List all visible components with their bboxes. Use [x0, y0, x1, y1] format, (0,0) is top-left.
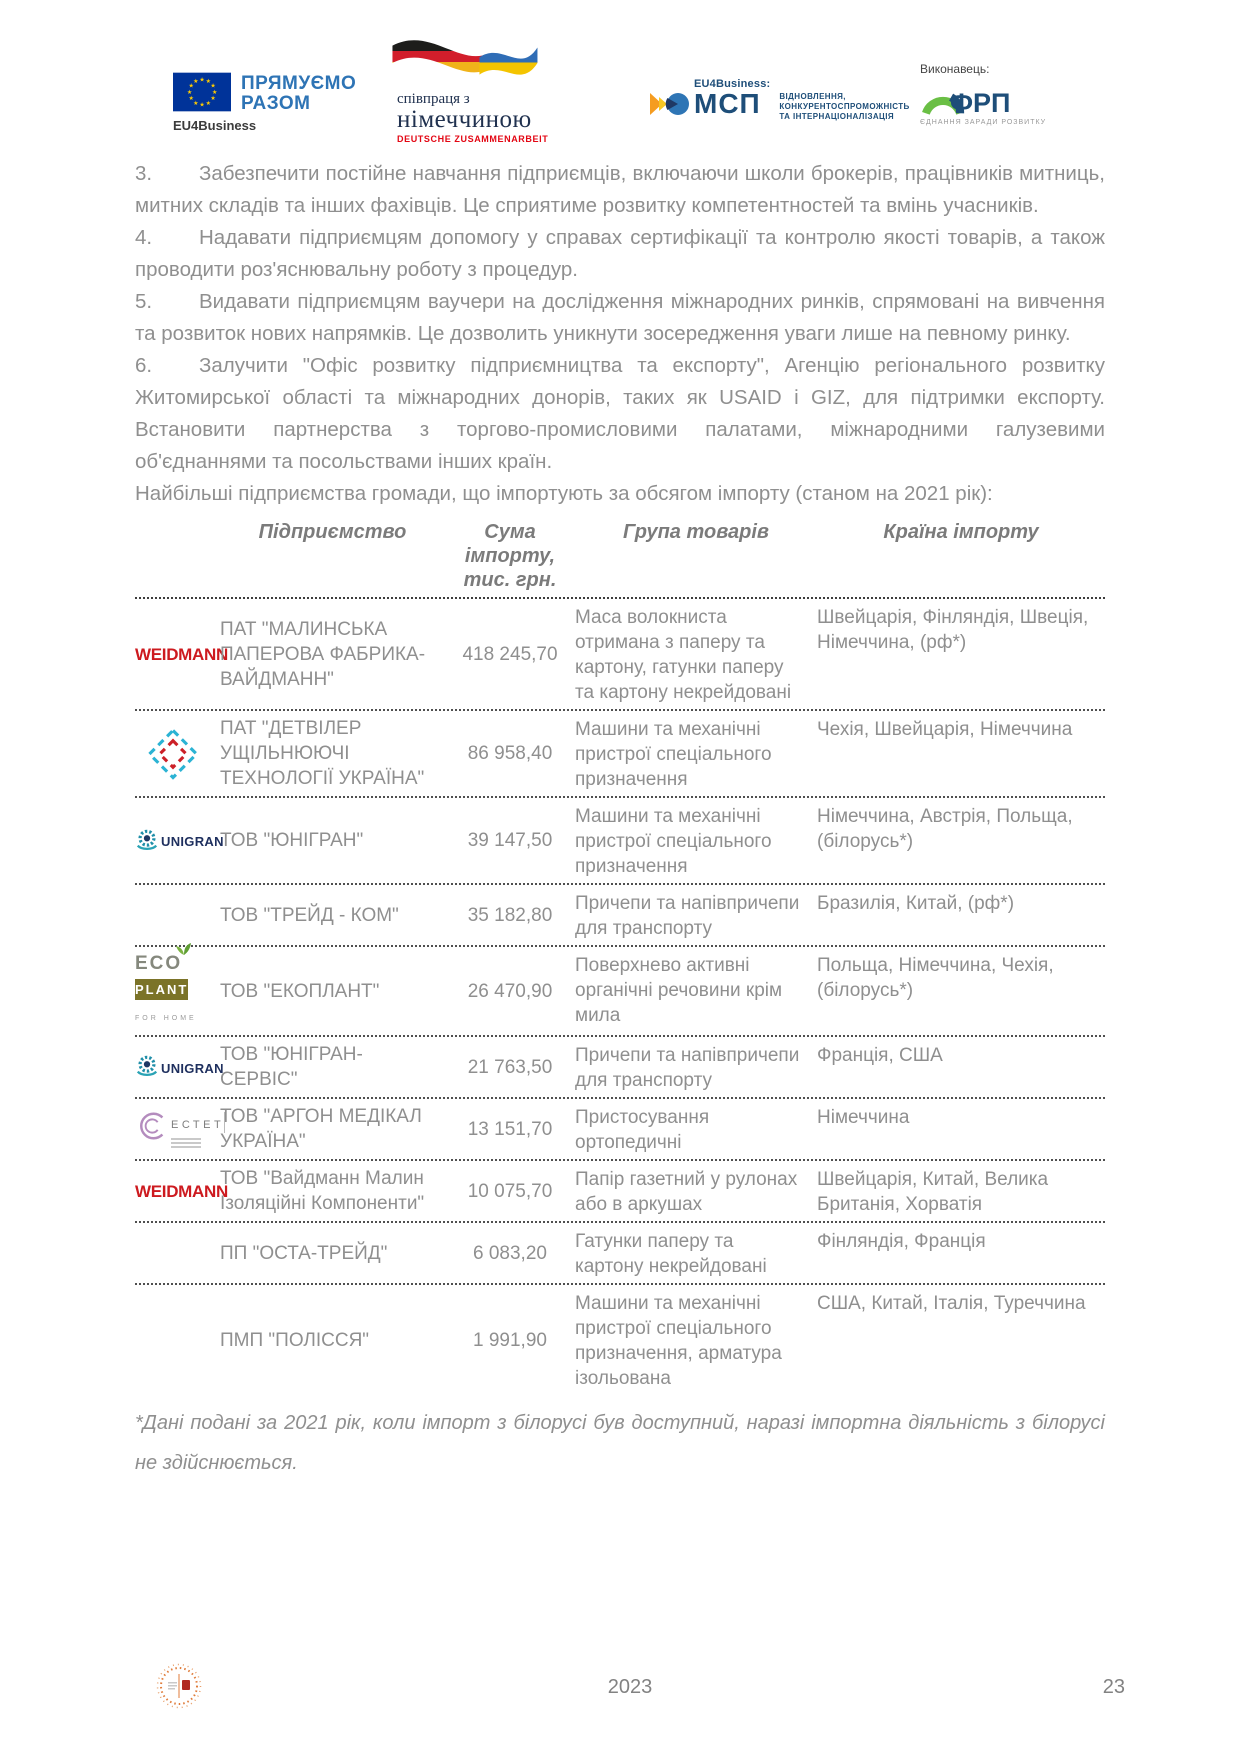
- import-amount: 418 245,70: [462, 643, 558, 665]
- import-countries: Франція, США: [817, 1045, 943, 1066]
- estet-logo: [135, 1108, 228, 1150]
- table-row: [135, 1161, 1105, 1223]
- msp-eu4business-label: EU4Business:: [694, 78, 771, 90]
- msp-desc-line2: КОНКУРЕНТОСПРОМОЖНІСТЬ: [779, 102, 910, 111]
- company-logo-cell: [135, 1289, 220, 1391]
- leaf-icon: [175, 942, 193, 955]
- company-logo-cell: [135, 951, 220, 1031]
- company-name: ТОВ "ЕКОПЛАНТ": [220, 980, 380, 1002]
- svg-text:★: ★: [210, 83, 216, 90]
- estet-wordmark: ЕСТЕТ: [171, 1119, 225, 1131]
- eu-slogan-line1: ПРЯМУЄМО: [241, 73, 357, 94]
- svg-text:★: ★: [193, 100, 199, 107]
- company-logo-cell: [135, 1041, 224, 1093]
- footnote: *Дані подані за 2021 рік, коли імпорт з білорусі був доступний, наразі імпортна діяльність з білорусі не здійснюється.: [135, 1412, 1105, 1474]
- goods-group: Поверхнево активні органічні речовини крім мила: [575, 955, 783, 1026]
- table-intro: Найбільші підприємства громади, що імпортують за обсягом імпорту (станом на 2021 рік):: [135, 482, 993, 505]
- import-countries: США, Китай, Італія, Туреччина: [817, 1293, 1086, 1314]
- import-table: [135, 520, 1105, 1395]
- import-amount: 1 991,90: [473, 1329, 547, 1351]
- unigran-wordmark: UNIGRAN: [161, 1060, 224, 1076]
- import-amount: 86 958,40: [467, 743, 553, 764]
- company-name: ТОВ "АРГОН МЕДІКАЛ УКРАЇНА": [220, 1106, 422, 1152]
- table-row: [135, 1223, 1105, 1285]
- goods-group: Папір газетний у рулонах або в аркушах: [575, 1169, 798, 1215]
- svg-text:★: ★: [188, 96, 194, 103]
- executor-label: Виконавець:: [920, 62, 990, 76]
- company-name: ТОВ "ЮНІГРАН-СЕРВІС": [220, 1044, 363, 1090]
- goods-group: Пристосування ортопедичні: [575, 1107, 710, 1153]
- svg-text:★: ★: [199, 77, 205, 84]
- estet-swirl-icon: [135, 1108, 169, 1144]
- goods-group: Причепи та напівпричепи для транспорту: [575, 893, 800, 939]
- eu-slogan: [241, 74, 356, 114]
- unigran-logo: [135, 1054, 224, 1080]
- import-amount: 21 763,50: [467, 1056, 553, 1078]
- header-company: Підприємство: [258, 521, 407, 543]
- import-amount: 35 182,80: [467, 904, 553, 926]
- document-content: [135, 158, 1105, 1503]
- company-logo-cell: [135, 889, 220, 941]
- eu4business-logo: [173, 72, 356, 133]
- table-row: [135, 885, 1105, 947]
- import-amount: 39 147,50: [467, 830, 553, 851]
- eu-flag-icon: [173, 72, 231, 112]
- import-countries: Польща, Німеччина, Чехія, (білорусь*): [817, 955, 1054, 1001]
- import-amount: 10 075,70: [467, 1180, 553, 1202]
- ecoplant-plant-wordmark: PLANT: [135, 979, 188, 1000]
- unigran-logo: [135, 828, 224, 854]
- unigran-gear-icon: [135, 828, 159, 854]
- datwyler-diamond-logo: [147, 728, 199, 780]
- company-name: ПАТ "МАЛИНСЬКА ПАПЕРОВА ФАБРИКА-ВАЙДМАНН": [220, 618, 426, 690]
- german-coop-line1: співпраця з: [397, 91, 470, 107]
- unigran-gear-icon: [135, 1054, 159, 1080]
- company-name: ПАТ "ДЕТВІЛЕР УЩІЛЬНЮЮЧІ ТЕХНОЛОГІЇ УКРАЇНА": [220, 718, 425, 789]
- paragraph-text: Забезпечити постійне навчання підприємців, включаючи школи брокерів, працівників митниць, митних складів та інших фахівців. Це сприятиме розвитку компетентностей та вмінь учасників.: [135, 162, 1105, 217]
- footer-year: 2023: [607, 1676, 653, 1698]
- ecoplant-logo: [135, 951, 205, 1031]
- paragraph-4: [135, 222, 1105, 286]
- table-row: [135, 1099, 1105, 1161]
- company-logo-cell: [135, 802, 224, 879]
- table-row: [135, 798, 1105, 885]
- company-logo-cell: [135, 603, 228, 705]
- company-name: ТОВ "Вайдманн Малин Ізоляційні Компоненти": [220, 1168, 425, 1214]
- company-name: ТОВ "ЮНІГРАН": [220, 830, 364, 851]
- paragraph-number: 3.: [135, 162, 153, 185]
- page-number: 23: [1102, 1676, 1125, 1698]
- msp-desc-line3: ТА ІНТЕРНАЦІОНАЛІЗАЦІЯ: [779, 112, 895, 121]
- german-coop-caption: DEUTSCHE ZUSAMMENARBEIT: [397, 134, 549, 144]
- msp-description: [779, 92, 909, 122]
- page-footer: [135, 1660, 1125, 1724]
- table-row: [135, 711, 1105, 798]
- import-countries: Німеччина, Австрія, Польща, (білорусь*): [817, 806, 1073, 852]
- import-amount: 6 083,20: [473, 1242, 547, 1264]
- header-import-country: Країна імпорту: [883, 521, 1039, 543]
- paragraph-text: Видавати підприємцям ваучери на дослідження міжнародних ринків, спрямовані на вивчення та розвиток нових напрямків. Це дозволить уникнути зосередження уваги лише на певному ринку.: [135, 290, 1105, 345]
- svg-text:★: ★: [188, 83, 194, 90]
- frp-abbreviation: ФРП: [950, 88, 1011, 118]
- svg-text:★: ★: [193, 79, 199, 86]
- company-name: ТОВ "ТРЕЙД - КОМ": [220, 904, 399, 926]
- import-amount: 26 470,90: [467, 980, 553, 1002]
- svg-text:★: ★: [211, 89, 218, 96]
- goods-group: Маса волокниста отримана з паперу та картону, гатунки паперу та картону некрейдовані: [575, 607, 792, 703]
- eu4business-caption: EU4Business: [173, 118, 257, 133]
- table-row: [135, 947, 1105, 1037]
- import-countries: Чехія, Швейцарія, Німеччина: [817, 719, 1073, 740]
- msp-desc-line1: ВІДНОВЛЕННЯ,: [779, 92, 846, 101]
- goods-group: Машини та механічні пристрої спеціального призначення: [575, 719, 772, 790]
- table-row: [135, 1037, 1105, 1099]
- company-logo-cell: [135, 715, 220, 792]
- ecoplant-forhome-caption: FOR HOME: [135, 1015, 197, 1022]
- goods-group: Машини та механічні пристрої спеціального призначення, арматура ізольована: [575, 1293, 782, 1389]
- svg-text:★: ★: [205, 79, 211, 86]
- paragraph-number: 4.: [135, 226, 153, 249]
- paragraph-number: 6.: [135, 354, 153, 377]
- company-name: ПМП "ПОЛІССЯ": [220, 1329, 370, 1351]
- msp-logo: [650, 78, 910, 122]
- paragraph-text: Залучити "Офіс розвитку підприємництва та експорту", Агенцію регіонального розвитку Житомирської області та міжнародних донорів, таких як USAID і GIZ, для підтримки експорту. Встановити партнерства з торгово-промисловими палатами, міжнародними галузевими об'єднаннями та посольствами інших країн.: [135, 354, 1105, 473]
- msp-arrows-icon: [650, 88, 690, 120]
- import-amount: 13 151,70: [467, 1118, 553, 1140]
- import-countries: Фінляндія, Франція: [817, 1231, 986, 1252]
- svg-text:★: ★: [210, 96, 216, 103]
- weidmann-logo: WEIDMANN: [135, 1181, 228, 1201]
- table-header-row: [135, 520, 1105, 599]
- svg-text:★: ★: [205, 100, 211, 107]
- table-row: [135, 1285, 1105, 1395]
- unigran-wordmark: UNIGRAN: [161, 834, 224, 849]
- table-row: [135, 599, 1105, 711]
- import-countries: Бразилія, Китай, (рф*): [817, 893, 1015, 914]
- paragraph-text: Надавати підприємцям допомогу у справах сертифікації та контролю якості товарів, а також проводити роз'яснювальну роботу з процедур.: [135, 226, 1105, 281]
- eu-slogan-line2: РАЗОМ: [241, 93, 311, 114]
- paragraph-5: [135, 286, 1105, 350]
- goods-group: Причепи та напівпричепи для транспорту: [575, 1045, 800, 1091]
- ecoplant-eco-wordmark: ECO: [135, 953, 182, 974]
- frp-logo: [920, 62, 1047, 126]
- import-countries: Швейцарія, Фінляндія, Швеція, Німеччина, (рф*): [817, 607, 1089, 653]
- goods-group: Машини та механічні пристрої спеціального призначення: [575, 806, 772, 877]
- company-logo-cell: [135, 1227, 220, 1279]
- import-countries: Німеччина: [817, 1107, 910, 1128]
- german-ukrainian-ribbon-icon: [385, 34, 543, 92]
- weidmann-logo: WEIDMANN: [135, 644, 228, 664]
- msp-abbreviation: МСП: [694, 88, 761, 119]
- header-logo-spacer: [135, 520, 220, 592]
- table-body: [135, 599, 1105, 1395]
- header-goods-group: Група товарів: [622, 521, 770, 543]
- community-emblem-icon: [155, 1662, 203, 1710]
- paragraph-number: 5.: [135, 290, 153, 313]
- german-cooperation-logo: [385, 34, 555, 144]
- svg-text:★: ★: [186, 89, 193, 96]
- german-coop-line2: німеччиною: [397, 106, 532, 133]
- company-logo-cell: [135, 1103, 225, 1155]
- frp-caption: ЄДНАННЯ ЗАРАДИ РОЗВИТКУ: [920, 119, 1047, 126]
- paragraph-3: [135, 158, 1105, 222]
- company-name: ПП "ОСТА-ТРЕЙД": [220, 1242, 388, 1264]
- header-import-amount: Сума імпорту, тис. грн.: [463, 521, 557, 591]
- svg-text:★: ★: [199, 102, 205, 109]
- company-logo-cell: [135, 1165, 228, 1217]
- paragraph-6: [135, 350, 1105, 478]
- import-countries: Швейцарія, Китай, Велика Британія, Хорватія: [817, 1169, 1049, 1215]
- goods-group: Гатунки паперу та картону некрейдовані: [575, 1231, 767, 1277]
